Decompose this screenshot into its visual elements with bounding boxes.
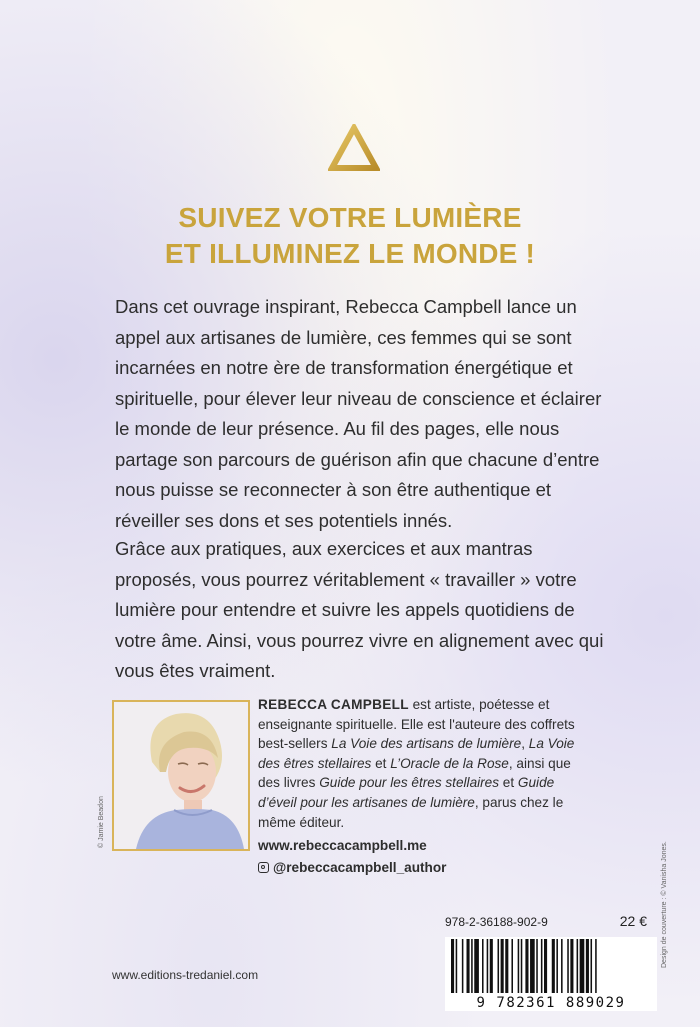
description-paragraph-2: Grâce aux pratiques, aux exercices et aux mantras proposés, vous pourrez véritablement « travailler » votre lumière pour entendre et suivre les appels quotidiens de votre âme. Ainsi, vous pourrez vivre en alignement avec qui vous êtes vraiment.	[115, 538, 604, 681]
barcode-bar	[521, 939, 523, 993]
barcode-bar	[580, 939, 585, 993]
price: 22 €	[619, 913, 647, 929]
isbn-row	[445, 913, 657, 935]
barcode-bar	[518, 939, 520, 993]
description-paragraph-1: Dans cet ouvrage inspirant, Rebecca Campbell lance un appel aux artisanes de lumière, ces femmes qui se sont incarnées en notre ère de transformation énergétique et spirituelle, pour élever leur niveau de conscience et éclairer le monde de leur présence. Au fil des pages, elle nous partage son parcours de guérison afin que chacune d’entre nous puisse se reconnecter à son être authentique et réveiller ses dons et ses potentiels innés.	[115, 296, 602, 531]
instagram-icon	[258, 862, 269, 873]
book-title-3: L’Oracle de la Rose	[390, 755, 509, 771]
barcode-bar	[462, 939, 464, 993]
publisher-website: www.editions-tredaniel.com	[112, 968, 259, 982]
barcode-bar	[525, 939, 528, 993]
isbn-block	[445, 913, 657, 1011]
author-photo	[112, 700, 250, 851]
barcode-bar	[505, 939, 508, 993]
bio-text-1: est artiste, poétesse et enseignante spirituelle. Elle est l'auteure des coffrets best-sellers	[258, 697, 575, 752]
barcode-bars	[445, 937, 657, 997]
barcode-bar	[490, 939, 493, 993]
barcode-bar	[471, 939, 473, 993]
barcode	[445, 937, 657, 1009]
barcode-bar	[536, 939, 538, 993]
barcode-bar	[577, 939, 579, 993]
barcode-bar	[591, 939, 593, 993]
photo-credit: © Jamie Beadon	[98, 796, 105, 848]
headline-line-2: ET ILLUMINEZ LE MONDE !	[164, 238, 536, 269]
barcode-bar	[552, 939, 555, 993]
barcode-bar	[595, 939, 597, 993]
barcode-bar	[498, 939, 500, 993]
book-title-5: Guide d’éveil pour les artisanes de lumière	[258, 775, 555, 810]
headline	[0, 200, 700, 272]
barcode-bar	[487, 939, 489, 993]
barcode-bar	[530, 939, 535, 993]
headline-line-1: SUIVEZ VOTRE LUMIÈRE	[178, 202, 522, 233]
triangle-icon	[328, 124, 380, 172]
author-bio	[258, 695, 588, 877]
bio-text-2: , ainsi que des livres	[258, 755, 571, 791]
bio-separator-1: ,	[521, 736, 529, 752]
barcode-bar	[561, 939, 563, 993]
author-name: REBECCA CAMPBELL	[258, 697, 409, 712]
barcode-bar	[556, 939, 558, 993]
author-website: www.rebeccacampbell.me	[258, 838, 427, 854]
author-bio-text	[258, 695, 588, 832]
barcode-bar	[482, 939, 484, 993]
cover-design-credit: Design de couverture : © Vanisha Jones.	[661, 841, 668, 968]
bio-text-3: , parus chez le même éditeur.	[258, 794, 564, 830]
bio-separator-2: et	[371, 755, 391, 771]
barcode-bar	[467, 939, 470, 993]
barcode-bar	[456, 939, 458, 993]
barcode-bar	[501, 939, 504, 993]
barcode-bar	[541, 939, 543, 993]
barcode-bar	[570, 939, 573, 993]
author-portrait-illustration	[114, 702, 248, 849]
barcode-bar	[586, 939, 589, 993]
book-title-4: Guide pour les êtres stellaires	[319, 775, 500, 791]
barcode-bar	[451, 939, 454, 993]
isbn: 978-2-36188-902-9	[445, 915, 548, 929]
barcode-bar	[567, 939, 569, 993]
barcode-bar	[511, 939, 513, 993]
author-instagram	[258, 858, 588, 878]
bio-separator-3: et	[499, 775, 518, 791]
barcode-digits: 9 782361 889029	[445, 995, 657, 1011]
book-title-2: La Voie des êtres stellaires	[258, 736, 575, 771]
book-title-1: La Voie des artisans de lumière	[331, 736, 522, 752]
barcode-bar	[544, 939, 547, 993]
barcode-bar	[474, 939, 479, 993]
instagram-handle: @rebeccacampbell_author	[273, 859, 447, 875]
